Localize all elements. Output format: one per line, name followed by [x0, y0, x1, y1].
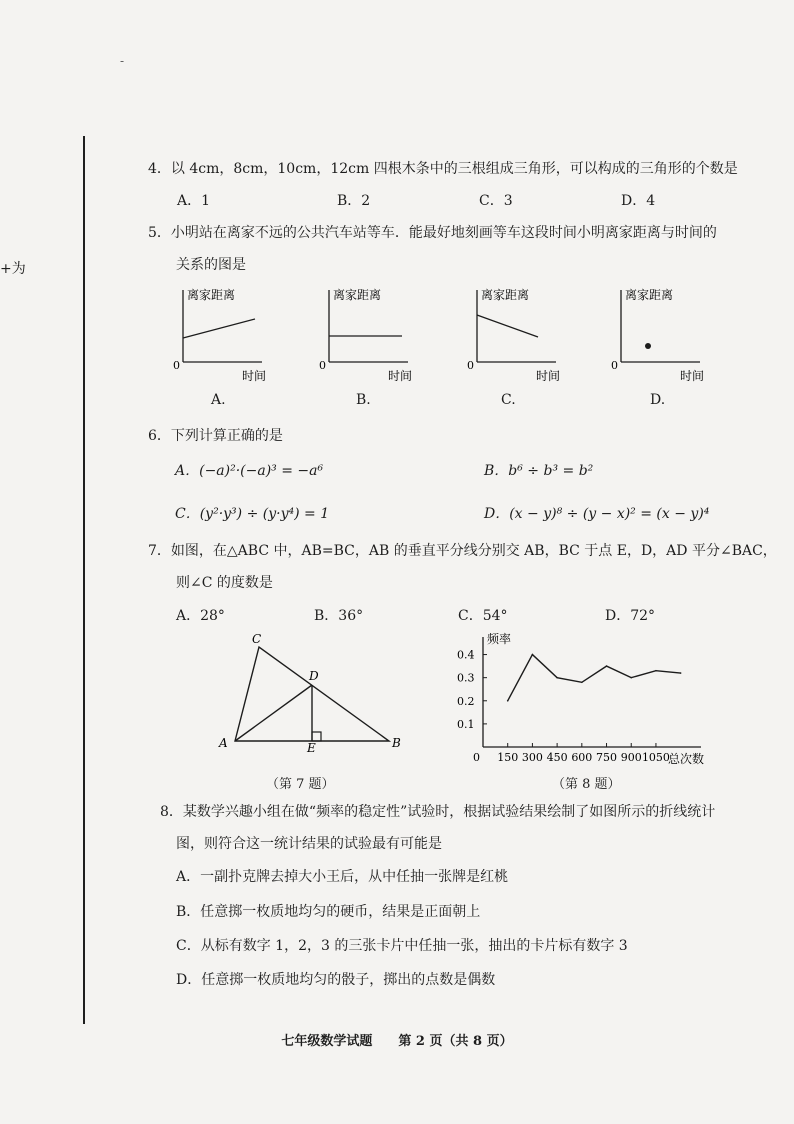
q8-stem-line2: 图，则符合这一统计结果的试验最有可能是	[176, 836, 442, 852]
q8-option-a: A．一副扑克牌去掉大小王后，从中任抽一张牌是红桃	[176, 869, 509, 885]
q5-graph-ylabel: 离家距离	[187, 288, 236, 302]
q5-stem-line1: 5．小明站在离家不远的公共汽车站等车．能最好地刻画等车这段时间小明离家距离与时间的	[148, 225, 717, 241]
q6-option-a: A．(−a)²·(−a)³ = −a⁶	[175, 463, 324, 479]
q5-graph-xlabel: 时间	[680, 369, 705, 383]
chart-data-point	[680, 672, 682, 674]
chart-x-tick-label: 1050	[641, 751, 670, 764]
margin-fragment: +为	[0, 261, 26, 277]
q4-option-b: B．2	[337, 193, 371, 209]
chart-x-tick-label: 600	[571, 751, 593, 764]
q8-stem-line1: 8．某数学兴趣小组在做“频率的稳定性”试验时，根据试验结果绘制了如图所示的折线统计	[160, 804, 716, 820]
q5-graph-xlabel: 时间	[388, 369, 413, 383]
point-label-e: E	[307, 741, 316, 754]
q5-graph-xlabel: 时间	[242, 369, 267, 383]
q7-triangle-figure	[214, 630, 410, 754]
q7-option-b: B．36°	[314, 608, 364, 624]
q5-graph-ylabel: 离家距离	[481, 288, 530, 302]
q6-option-d: D．(x − y)⁸ ÷ (y − x)² = (x − y)⁴	[484, 506, 710, 522]
chart-x-tick-label: 150	[497, 751, 519, 764]
q5-graph-d	[608, 282, 718, 384]
q8-caption: （第 8 题）	[552, 777, 621, 792]
page-footer: 七年级数学试题 第 2 页（共 8 页）	[281, 1034, 513, 1049]
chart-y-tick-label: 0.4	[457, 648, 475, 662]
chart-data-point	[655, 670, 657, 672]
point-label-b: B	[392, 736, 401, 750]
q7-stem-line1: 7．如图，在△ABC 中，AB=BC，AB 的垂直平分线分别交 AB，BC 于点 E，D，AD 平分∠BAC，	[148, 543, 777, 559]
chart-x-label: 总次数	[668, 752, 705, 766]
q5-stem-line2: 关系的图是	[176, 257, 246, 273]
q5-graph-b	[316, 282, 426, 384]
point-label-d: D	[309, 669, 319, 683]
chart-x-tick-label: 750	[596, 751, 618, 764]
q4-option-a: A．1	[177, 193, 211, 209]
chart-data-point	[581, 681, 583, 683]
q8-option-b: B．任意掷一枚质地均匀的硬币，结果是正面朝上	[176, 904, 481, 920]
chart-x-tick-label: 450	[546, 751, 568, 764]
point-label-a: A	[219, 736, 228, 750]
q4-stem: 4．以 4cm，8cm，10cm，12cm 四根木条中的三根组成三角形，可以构成的三角形的个数是	[148, 161, 738, 177]
q4-option-c: C．3	[479, 193, 513, 209]
chart-y-tick-label: 0.3	[457, 671, 475, 685]
q5-graph-c	[464, 282, 574, 384]
q8-option-d: D．任意掷一枚质地均匀的骰子，掷出的点数是偶数	[176, 972, 496, 988]
q5-graph-origin: 0	[467, 359, 474, 372]
q5-graph-a	[170, 282, 280, 384]
chart-x-tick-label: 300	[521, 751, 543, 764]
chart-series-line	[508, 655, 681, 701]
chart-origin-label: 0	[473, 751, 480, 764]
q6-option-c: C．(y²·y³) ÷ (y·y⁴) = 1	[175, 506, 330, 522]
q7-option-d: D．72°	[605, 608, 656, 624]
chart-y-tick-label: 0.2	[457, 694, 475, 708]
chart-data-point	[556, 677, 558, 679]
q5-graph-origin: 0	[319, 359, 326, 372]
q5-graph-ylabel: 离家距离	[333, 288, 382, 302]
q7-stem-line2: 则∠C 的度数是	[176, 575, 273, 591]
q4-option-d: D．4	[621, 193, 656, 209]
q6-option-b: B．b⁶ ÷ b³ = b²	[484, 463, 594, 479]
frequency-line-chart	[450, 630, 720, 770]
chart-data-point	[507, 700, 509, 702]
scan-mark: -	[120, 54, 125, 68]
q5-graph-xlabel: 时间	[536, 369, 561, 383]
chart-y-label: 频率	[487, 632, 512, 646]
q5-caption-c: C.	[501, 392, 516, 408]
q6-stem: 6．下列计算正确的是	[148, 428, 283, 444]
chart-x-tick-label: 900	[620, 751, 642, 764]
chart-data-point	[606, 665, 608, 667]
q7-option-c: C．54°	[458, 608, 508, 624]
chart-data-point	[630, 677, 632, 679]
q5-caption-d: D.	[650, 392, 666, 408]
q5-graph-origin: 0	[173, 359, 180, 372]
q5-caption-b: B.	[356, 392, 371, 408]
chart-data-point	[532, 654, 534, 656]
chart-y-tick-label: 0.1	[457, 717, 475, 731]
q5-caption-a: A.	[211, 392, 226, 408]
q5-graph-origin: 0	[611, 359, 618, 372]
q5-graph-ylabel: 离家距离	[625, 288, 674, 302]
binding-line	[83, 136, 85, 1024]
q7-caption: （第 7 题）	[266, 777, 335, 792]
point-label-c: C	[252, 632, 262, 646]
q8-option-c: C．从标有数字 1，2，3 的三张卡片中任抽一张，抽出的卡片标有数字 3	[176, 938, 628, 954]
q7-option-a: A．28°	[176, 608, 225, 624]
